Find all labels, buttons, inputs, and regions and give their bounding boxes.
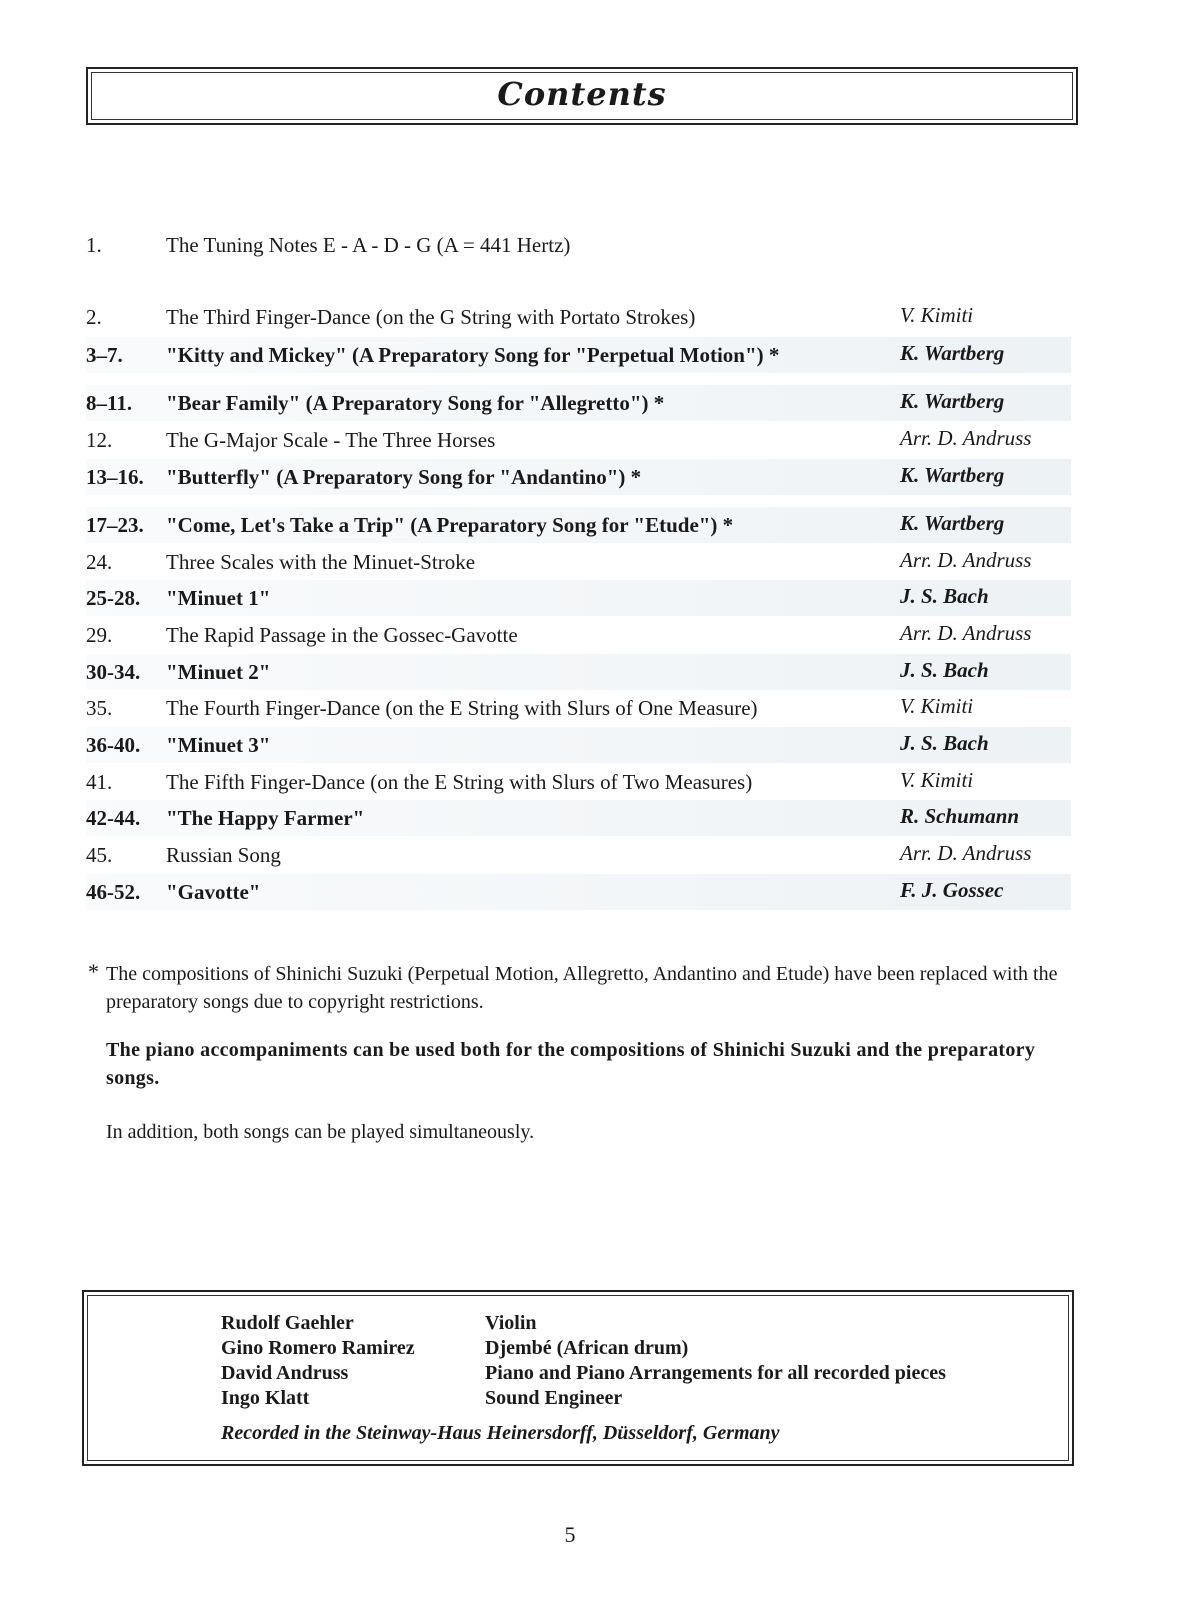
entry-composer: J. S. Bach xyxy=(900,731,989,755)
entry-title: Russian Song xyxy=(166,843,281,867)
entry-title: The Tuning Notes E - A - D - G (A = 441 Hertz) xyxy=(166,233,571,257)
entry-number: 12. xyxy=(86,428,113,452)
contents-entry-7 xyxy=(86,507,1071,543)
entry-title: "Kitty and Mickey" (A Preparatory Song for "Perpetual Motion") * xyxy=(166,343,780,367)
entry-number: 8–11. xyxy=(86,391,133,415)
credits-box xyxy=(82,1290,1074,1466)
page-title: Contents xyxy=(497,75,667,113)
contents-entry-17 xyxy=(86,874,1071,910)
credit-name: Gino Romero Ramirez xyxy=(221,1337,415,1359)
entry-composer: Arr. D. Andruss xyxy=(900,548,1032,572)
contents-entry-13 xyxy=(86,727,1071,763)
entry-number: 42-44. xyxy=(86,806,141,830)
entry-title: "Butterfly" (A Preparatory Song for "Andantino") * xyxy=(166,465,642,489)
copyright-note-text: The compositions of Shinichi Suzuki (Perpetual Motion, Allegretto, Andantino and Etude) have been replaced with the preparatory songs due to copyright restrictions. xyxy=(106,963,1058,1013)
entry-number: 45. xyxy=(86,843,113,867)
entry-composer: V. Kimiti xyxy=(900,768,974,792)
entry-composer: V. Kimiti xyxy=(900,694,974,718)
contents-entry-6 xyxy=(86,459,1071,495)
entry-composer: K. Wartberg xyxy=(900,511,1005,535)
entry-composer: Arr. D. Andruss xyxy=(900,426,1032,450)
entry-title: Three Scales with the Minuet-Stroke xyxy=(166,550,476,574)
entry-title: "Minuet 3" xyxy=(166,733,271,757)
page-number: 5 xyxy=(564,1522,576,1547)
entry-title: The G-Major Scale - The Three Horses xyxy=(166,428,496,452)
contents-entry-4 xyxy=(86,385,1071,421)
entry-number: 25-28. xyxy=(86,586,141,610)
entry-title: "Come, Let's Take a Trip" (A Preparatory Song for "Etude") * xyxy=(166,513,734,537)
contents-entry-15 xyxy=(86,800,1071,836)
entry-title: "The Happy Farmer" xyxy=(166,806,365,830)
contents-entry-2 xyxy=(86,299,1071,335)
entry-composer: K. Wartberg xyxy=(900,341,1005,365)
entry-title: The Fourth Finger-Dance (on the E String with Slurs of One Measure) xyxy=(166,696,758,720)
asterisk-mark: * xyxy=(88,959,99,984)
entry-composer: J. S. Bach xyxy=(900,584,989,608)
entry-number: 35. xyxy=(86,696,113,720)
contents-entry-1 xyxy=(86,227,1071,263)
credit-role: Piano and Piano Arrangements for all recorded pieces xyxy=(485,1362,946,1384)
entry-title: The Rapid Passage in the Gossec-Gavotte xyxy=(166,623,518,647)
recording-location: Recorded in the Steinway-Haus Heinersdorff, Düsseldorf, Germany xyxy=(221,1422,780,1444)
entry-title: "Minuet 2" xyxy=(166,660,271,684)
entry-number: 46-52. xyxy=(86,880,141,904)
contents-entry-8 xyxy=(86,544,1071,580)
contents-entry-10 xyxy=(86,617,1071,653)
entry-number: 36-40. xyxy=(86,733,141,757)
contents-entry-5 xyxy=(86,422,1071,458)
entry-composer: Arr. D. Andruss xyxy=(900,841,1032,865)
entry-composer: R. Schumann xyxy=(900,804,1020,828)
piano-note: The piano accompaniments can be used both for the compositions of Shinichi Suzuki and the preparatory songs. xyxy=(106,1039,1036,1089)
entry-title: The Fifth Finger-Dance (on the E String with Slurs of Two Measures) xyxy=(166,770,753,794)
credit-name: Rudolf Gaehler xyxy=(221,1312,354,1334)
entry-composer: K. Wartberg xyxy=(900,389,1005,413)
entry-composer: V. Kimiti xyxy=(900,303,974,327)
entry-number: 24. xyxy=(86,550,113,574)
credit-role: Violin xyxy=(485,1312,537,1334)
entry-composer: K. Wartberg xyxy=(900,463,1005,487)
contents-entry-16 xyxy=(86,837,1071,873)
entry-number: 30-34. xyxy=(86,660,141,684)
entry-composer: Arr. D. Andruss xyxy=(900,621,1032,645)
contents-entry-9 xyxy=(86,580,1071,616)
entry-number: 13–16. xyxy=(86,465,144,489)
credit-role: Djembé (African drum) xyxy=(485,1337,689,1359)
entry-title: "Gavotte" xyxy=(166,880,261,904)
contents-entry-3 xyxy=(86,337,1071,373)
entry-number: 1. xyxy=(86,233,102,257)
credit-name: David Andruss xyxy=(221,1362,349,1384)
entry-number: 3–7. xyxy=(86,343,123,367)
contents-title-box xyxy=(86,67,1078,125)
entry-composer: F. J. Gossec xyxy=(900,878,1004,902)
entry-number: 17–23. xyxy=(86,513,144,537)
credit-name: Ingo Klatt xyxy=(221,1387,310,1409)
entry-number: 2. xyxy=(86,305,102,329)
credit-role: Sound Engineer xyxy=(485,1387,623,1409)
entry-title: "Minuet 1" xyxy=(166,586,271,610)
copyright-note xyxy=(88,959,1068,1016)
contents-entry-14 xyxy=(86,764,1071,800)
entry-number: 29. xyxy=(86,623,113,647)
entry-composer: J. S. Bach xyxy=(900,658,989,682)
entry-title: The Third Finger-Dance (on the G String with Portato Strokes) xyxy=(166,305,696,329)
contents-entry-11 xyxy=(86,654,1071,690)
entry-title: "Bear Family" (A Preparatory Song for "Allegretto") * xyxy=(166,391,665,415)
entry-number: 41. xyxy=(86,770,113,794)
simultaneous-note: In addition, both songs can be played simultaneously. xyxy=(106,1121,535,1143)
contents-entry-12 xyxy=(86,690,1071,726)
